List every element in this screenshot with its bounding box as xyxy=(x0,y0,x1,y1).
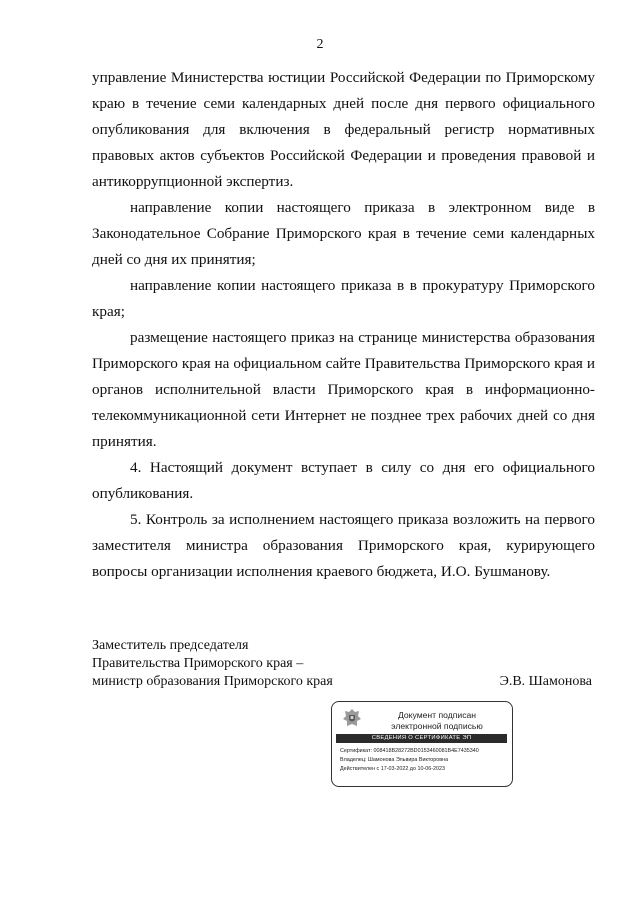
coat-of-arms-icon xyxy=(342,708,362,728)
signatory-position-line-3: министр образования Приморского края xyxy=(92,674,333,689)
document-body xyxy=(92,65,595,585)
paragraph-item-5: 5. Контроль за исполнением настоящего приказа возложить на первого заместителя министра образования Приморского края, курирующего вопросы организации исполнения краевого бюджета, И.О. Бушманову. xyxy=(92,511,595,580)
paragraph-publication: размещение настоящего приказ на странице министерства образования Приморского края на официальном сайте Правительства Приморского края и органов исполнительной власти Приморского края в информационно-телекоммуникационной сети Интернет не позднее трех рабочих дней со дня принятия. xyxy=(92,329,595,450)
certificate-info-band: СВЕДЕНИЯ О СЕРТИФИКАТЕ ЭП xyxy=(336,734,507,743)
paragraph-legislative-assembly: направление копии настоящего приказа в электронном виде в Законодательное Собрание Приморского края в течение семи календарных дней со дня их принятия; xyxy=(92,199,595,268)
paragraph-item-4: 4. Настоящий документ вступает в силу со дня его официального опубликования. xyxy=(92,459,595,502)
certificate-serial: Сертификат: 008418B28272BD0153460081B4E7435340 xyxy=(340,748,479,754)
paragraph-continuation: управление Министерства юстиции Российской Федерации по Приморскому краю в течение семи календарных дней после дня первого официального опубликования для включения в федеральный регистр нормативных правовых актов субъектов Российской Федерации и проведения правовой и антикоррупционной экспертиз. xyxy=(92,69,595,190)
signatory-position-line-2: Правительства Приморского края – xyxy=(92,656,304,671)
signatory-position-line-1: Заместитель председателя xyxy=(92,638,249,653)
signatory-name: Э.В. Шамонова xyxy=(499,674,592,689)
stamp-title-line-1: Документ подписан xyxy=(397,710,477,720)
signature-block xyxy=(92,637,592,691)
page-number: 2 xyxy=(316,37,324,52)
stamp-title xyxy=(364,710,510,732)
certificate-validity: Действителен с 17-03-2022 до 10-06-2023 xyxy=(340,766,446,772)
certificate-owner: Владелец: Шамонова Эльвира Викторовна xyxy=(340,757,449,763)
certificate-details xyxy=(340,747,508,774)
paragraph-prosecutor: направление копии настоящего приказа в в прокуратуру Приморского края; xyxy=(92,277,595,320)
stamp-title-line-2: электронной подписью xyxy=(391,721,483,731)
electronic-signature-stamp xyxy=(331,701,513,787)
